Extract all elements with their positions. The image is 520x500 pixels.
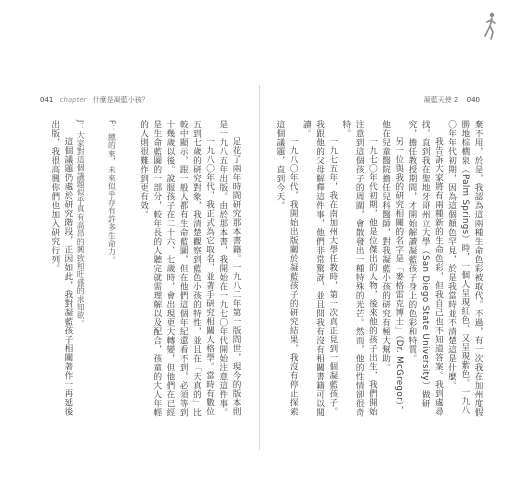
right-page: [260, 0, 520, 500]
left-page-number: 041: [40, 96, 54, 104]
dialogue-line: F：總的來，未來似乎存有許多生命力。: [107, 120, 117, 265]
paragraph: 一九七五年，我在南加州大學任教時，第一次真正見到一個凝藍孩子。我跟他的父母解釋這件事，他們非常驚訝，並且問我有沒有相關書籍可以閱讀。: [301, 120, 338, 417]
dialogue-line: J：大家對這個議題似乎真有高昂的興致和旺盛的求知欲。: [76, 120, 86, 328]
paragraph: 足花了兩年時間研究那本書籍。一九八二年第一版問世，現今的版本則是一九八五年出版。由於那本書，我開始在一九七〇年代開始注意這件事。: [217, 120, 241, 417]
right-running-title: 凝藍天使 2: [423, 96, 459, 104]
paragraph: 我告訴大家將有兩種新的生命色彩，但我自己也不知道答案。我到處尋找，直到我在聖地牙哥州立大學（San Diego State University）做研究，擔任教授期間，才開始解讀凝藍孩子身上的色彩和特質。: [406, 120, 444, 417]
paragraph: 一九七〇年代初期，他是位傑出的人物，後來他的孩子出生，我們開始注意到這個孩子的周圍，會散發出一種特殊的光芒。然而，他的性情卻很奇特。: [340, 120, 378, 417]
right-page-number: 040: [466, 96, 480, 104]
running-figure-icon: [484, 12, 498, 40]
chapter-tag: chapter: [59, 96, 87, 104]
left-body-text: [42, 120, 242, 420]
paragraph: 這個議題仍處於研究階段，正因如此，我對凝藍孩子相關著作一再延後出版，我很高興你們也加入研究行列。: [49, 120, 73, 417]
paragraph: 棄不用，於是，我認為這兩種生命色彩被取代。不過，有一次我在加州度假勝地棕櫚泉（Palm Springs）時，一個人呈現紅色、又呈現紫色。一九八〇年年代初期，因為這個顏色罕見，於是我當時並不清楚這是什麼。: [446, 120, 483, 417]
left-running-title: 什麼是凝藍小孩？: [92, 96, 149, 104]
paragraph: 一九八〇年代，我正式為它取名，並著手研究相關人格學。當時有數位五到七歲的研究對象，我清楚觀察到藍色小孩的特性，並且在「天真的」比較中顯示，跟一般人都有生命藍圖，但在他們這個年紀還看不到，必須等到十幾歲以後。說服孩子在二十六、七歲時，會出現更大轉變，但他們在已經是生命藍圖的一部分，較年長的人聽完就需理解以及配合，孩童的大人年輕的人則很難作到更有效。: [138, 120, 215, 417]
right-header: [424, 95, 480, 105]
right-body-text: [274, 120, 484, 420]
left-header: [40, 95, 149, 105]
paragraph: 另一位與我的研究相關的名字是「麥格雷克博士」（Dr. McGregor），他在兒童醫院擔任兒科醫師，對我凝藍小孩的研究有極大幫助。: [380, 120, 404, 415]
paragraph: 一九八〇年代，我開始出版關於凝藍孩子的研究結果，我沒有停止探索這個議題，直到今天。: [274, 120, 299, 417]
